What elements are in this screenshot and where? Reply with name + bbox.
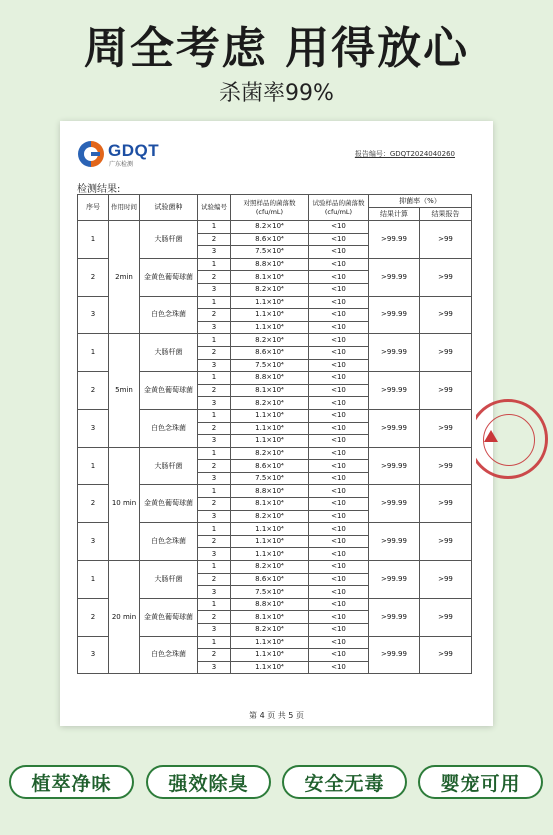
badge-baby-pet-safe: 婴宠可用: [418, 765, 543, 799]
cell-result-calc: >99.99: [369, 221, 420, 259]
cell-bacteria: 白色念珠菌: [140, 523, 198, 561]
subheadline: 杀菌率99%: [219, 81, 334, 106]
cell-sample-count: <10: [309, 498, 369, 511]
cell-sample-count: <10: [309, 346, 369, 359]
cell-time: 2min: [109, 221, 140, 334]
cell-test-no: 3: [198, 246, 231, 259]
cell-control-count: 1.1×10⁴: [231, 535, 309, 548]
cell-test-no: 1: [198, 561, 231, 574]
cell-control-count: 8.1×10⁴: [231, 611, 309, 624]
cell-control-count: 8.2×10⁴: [231, 447, 309, 460]
cell-sample-count: <10: [309, 246, 369, 259]
cell-result-calc: >99.99: [369, 258, 420, 296]
cell-control-count: 1.1×10⁴: [231, 523, 309, 536]
cell-result-calc: >99.99: [369, 447, 420, 485]
cell-time: 20 min: [109, 561, 140, 674]
cell-sample-count: <10: [309, 548, 369, 561]
cell-result-report: >99: [420, 447, 472, 485]
logo-subtitle: 广东检测: [109, 161, 134, 168]
cell-control-count: 8.2×10⁴: [231, 221, 309, 234]
cell-control-count: 7.5×10⁴: [231, 472, 309, 485]
results-title: 检测结果:: [77, 184, 121, 195]
cell-test-no: 1: [198, 372, 231, 385]
cell-sample-count: <10: [309, 598, 369, 611]
cell-result-report: >99: [420, 334, 472, 372]
cell-test-no: 1: [198, 523, 231, 536]
cell-sample-count: <10: [309, 334, 369, 347]
cell-seq: 2: [78, 598, 109, 636]
cell-result-report: >99: [420, 296, 472, 334]
header-result-calc: 结果计算: [369, 208, 420, 221]
cell-bacteria: 大肠杆菌: [140, 221, 198, 259]
cell-sample-count: <10: [309, 472, 369, 485]
cell-result-calc: >99.99: [369, 485, 420, 523]
cell-test-no: 1: [198, 258, 231, 271]
cell-test-no: 2: [198, 573, 231, 586]
cell-control-count: 8.6×10⁴: [231, 460, 309, 473]
cell-test-no: 2: [198, 271, 231, 284]
cell-control-count: 1.1×10⁴: [231, 636, 309, 649]
cell-seq: 2: [78, 258, 109, 296]
cell-control-count: 8.8×10⁴: [231, 372, 309, 385]
cell-sample-count: <10: [309, 523, 369, 536]
cell-sample-count: <10: [309, 485, 369, 498]
cell-result-report: >99: [420, 636, 472, 674]
cell-control-count: 8.2×10⁴: [231, 397, 309, 410]
cell-test-no: 3: [198, 624, 231, 637]
cell-sample-count: <10: [309, 435, 369, 448]
cell-result-calc: >99.99: [369, 334, 420, 372]
cell-sample-count: <10: [309, 561, 369, 574]
cell-bacteria: 白色念珠菌: [140, 409, 198, 447]
cell-sample-count: <10: [309, 573, 369, 586]
cell-control-count: 8.6×10⁴: [231, 233, 309, 246]
header-seq: 序号: [78, 195, 109, 221]
cell-result-calc: >99.99: [369, 523, 420, 561]
cell-control-count: 1.1×10⁴: [231, 409, 309, 422]
cell-seq: 2: [78, 372, 109, 410]
cell-result-calc: >99.99: [369, 409, 420, 447]
cell-control-count: 7.5×10⁴: [231, 586, 309, 599]
cell-seq: 1: [78, 334, 109, 372]
cell-sample-count: <10: [309, 258, 369, 271]
cell-control-count: 8.8×10⁴: [231, 598, 309, 611]
stamp-star-icon: [484, 430, 498, 442]
cell-control-count: 8.2×10⁴: [231, 334, 309, 347]
cell-control-count: 1.1×10⁴: [231, 296, 309, 309]
cell-test-no: 3: [198, 661, 231, 674]
cell-control-count: 8.6×10⁴: [231, 346, 309, 359]
cell-seq: 3: [78, 636, 109, 674]
cell-bacteria: 白色念珠菌: [140, 296, 198, 334]
cell-control-count: 1.1×10⁴: [231, 309, 309, 322]
header-inhibition-rate: 抑菌率（%）: [369, 195, 472, 208]
cell-seq: 3: [78, 409, 109, 447]
cell-sample-count: <10: [309, 359, 369, 372]
cell-result-report: >99: [420, 221, 472, 259]
cell-sample-count: <10: [309, 271, 369, 284]
cell-seq: 1: [78, 447, 109, 485]
cell-control-count: 7.5×10⁴: [231, 359, 309, 372]
cell-sample-count: <10: [309, 397, 369, 410]
cell-sample-count: <10: [309, 535, 369, 548]
table-row: [78, 561, 472, 574]
cell-sample-count: <10: [309, 321, 369, 334]
header-bacteria: 试验菌种: [140, 195, 198, 221]
cell-result-report: >99: [420, 561, 472, 599]
cell-control-count: 1.1×10⁴: [231, 422, 309, 435]
cell-control-count: 1.1×10⁴: [231, 649, 309, 662]
cell-test-no: 1: [198, 485, 231, 498]
cell-sample-count: <10: [309, 636, 369, 649]
cell-result-report: >99: [420, 372, 472, 410]
cell-test-no: 2: [198, 384, 231, 397]
cell-sample-count: <10: [309, 283, 369, 296]
badge-plant-deodorize: 植萃净味: [9, 765, 134, 799]
cell-test-no: 2: [198, 233, 231, 246]
cell-test-no: 2: [198, 309, 231, 322]
cell-time: 5min: [109, 334, 140, 447]
logo-name: GDQT: [108, 141, 160, 160]
cell-test-no: 3: [198, 321, 231, 334]
cell-control-count: 8.1×10⁴: [231, 498, 309, 511]
cell-test-no: 2: [198, 460, 231, 473]
cell-test-no: 3: [198, 283, 231, 296]
cell-test-no: 2: [198, 535, 231, 548]
cell-bacteria: 大肠杆菌: [140, 561, 198, 599]
cell-result-calc: >99.99: [369, 372, 420, 410]
cell-sample-count: <10: [309, 422, 369, 435]
header-result-report: 结果报告: [420, 208, 472, 221]
cell-control-count: 1.1×10⁴: [231, 661, 309, 674]
cell-control-count: 8.6×10⁴: [231, 573, 309, 586]
cell-time: 10 min: [109, 447, 140, 560]
cell-sample-count: <10: [309, 233, 369, 246]
cell-bacteria: 大肠杆菌: [140, 334, 198, 372]
cell-control-count: 8.2×10⁴: [231, 510, 309, 523]
cell-test-no: 1: [198, 447, 231, 460]
cell-control-count: 8.1×10⁴: [231, 384, 309, 397]
cell-sample-count: <10: [309, 611, 369, 624]
cell-sample-count: <10: [309, 447, 369, 460]
cell-test-no: 3: [198, 548, 231, 561]
cell-bacteria: 大肠杆菌: [140, 447, 198, 485]
header-control-count: 对照样品的菌落数(cfu/mL): [231, 195, 309, 221]
cell-result-report: >99: [420, 523, 472, 561]
header-test-no: 试验编号: [198, 195, 231, 221]
cell-control-count: 8.8×10⁴: [231, 485, 309, 498]
cell-sample-count: <10: [309, 649, 369, 662]
cell-sample-count: <10: [309, 586, 369, 599]
page-footer: 第 4 页 共 5 页: [249, 711, 304, 720]
report-number: 报告编号：GDQT2024040260: [354, 150, 455, 158]
header-sample-count: 试验样品的菌落数(cfu/mL): [309, 195, 369, 221]
gdqt-logo-icon: [78, 141, 104, 167]
cell-test-no: 3: [198, 397, 231, 410]
cell-result-calc: >99.99: [369, 598, 420, 636]
cell-test-no: 3: [198, 359, 231, 372]
test-report-page: [60, 121, 493, 726]
cell-result-report: >99: [420, 409, 472, 447]
cell-control-count: 8.8×10⁴: [231, 258, 309, 271]
header-time: 作用时间: [109, 195, 140, 221]
cell-test-no: 1: [198, 409, 231, 422]
cell-control-count: 1.1×10⁴: [231, 435, 309, 448]
cell-result-calc: >99.99: [369, 561, 420, 599]
cell-test-no: 1: [198, 334, 231, 347]
cell-test-no: 2: [198, 611, 231, 624]
table-row: [78, 221, 472, 234]
cell-control-count: 1.1×10⁴: [231, 548, 309, 561]
table-row: [78, 334, 472, 347]
cell-control-count: 8.2×10⁴: [231, 624, 309, 637]
cell-sample-count: <10: [309, 384, 369, 397]
cell-test-no: 3: [198, 586, 231, 599]
cell-sample-count: <10: [309, 309, 369, 322]
cell-test-no: 2: [198, 422, 231, 435]
cell-test-no: 2: [198, 649, 231, 662]
cell-test-no: 3: [198, 472, 231, 485]
cell-seq: 3: [78, 296, 109, 334]
cell-test-no: 3: [198, 510, 231, 523]
cell-seq: 2: [78, 485, 109, 523]
cell-seq: 1: [78, 221, 109, 259]
badge-strong-deodorize: 强效除臭: [146, 765, 271, 799]
cell-sample-count: <10: [309, 624, 369, 637]
cell-sample-count: <10: [309, 409, 369, 422]
cell-sample-count: <10: [309, 460, 369, 473]
cell-result-report: >99: [420, 485, 472, 523]
cell-test-no: 1: [198, 636, 231, 649]
cell-seq: 1: [78, 561, 109, 599]
cell-sample-count: <10: [309, 221, 369, 234]
cell-result-report: >99: [420, 598, 472, 636]
cell-bacteria: 金黄色葡萄球菌: [140, 598, 198, 636]
cell-result-report: >99: [420, 258, 472, 296]
cell-test-no: 1: [198, 296, 231, 309]
cell-result-calc: >99.99: [369, 296, 420, 334]
cell-test-no: 1: [198, 598, 231, 611]
badge-safe-nontoxic: 安全无毒: [282, 765, 407, 799]
cell-test-no: 3: [198, 435, 231, 448]
table-row: [78, 447, 472, 460]
feature-badges: [9, 765, 544, 799]
red-seal-stamp: [468, 399, 548, 479]
cell-test-no: 2: [198, 498, 231, 511]
cell-sample-count: <10: [309, 510, 369, 523]
cell-control-count: 8.2×10⁴: [231, 283, 309, 296]
cell-control-count: 8.2×10⁴: [231, 561, 309, 574]
cell-control-count: 7.5×10⁴: [231, 246, 309, 259]
cell-sample-count: <10: [309, 661, 369, 674]
cell-bacteria: 金黄色葡萄球菌: [140, 485, 198, 523]
cell-bacteria: 金黄色葡萄球菌: [140, 258, 198, 296]
cell-sample-count: <10: [309, 372, 369, 385]
cell-bacteria: 金黄色葡萄球菌: [140, 372, 198, 410]
results-table: [77, 194, 472, 674]
cell-sample-count: <10: [309, 296, 369, 309]
cell-control-count: 8.1×10⁴: [231, 271, 309, 284]
cell-test-no: 1: [198, 221, 231, 234]
cell-seq: 3: [78, 523, 109, 561]
headline: 周全考虑 用得放心: [83, 23, 470, 74]
cell-test-no: 2: [198, 346, 231, 359]
cell-control-count: 1.1×10⁴: [231, 321, 309, 334]
cell-bacteria: 白色念珠菌: [140, 636, 198, 674]
cell-result-calc: >99.99: [369, 636, 420, 674]
